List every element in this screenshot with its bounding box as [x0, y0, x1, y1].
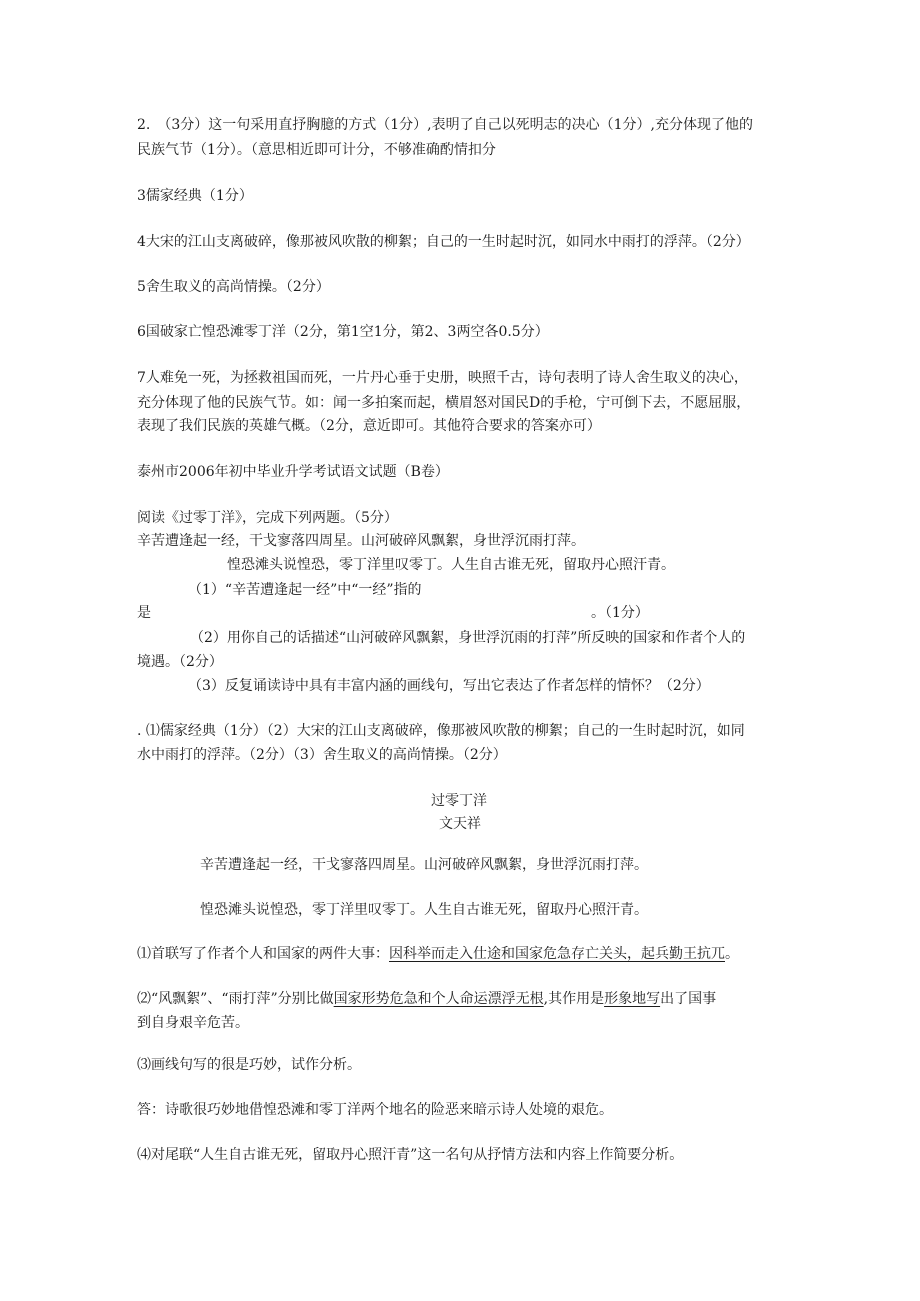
reading-question-1-c: 。（1分）: [591, 605, 649, 621]
answer-2-line-1: 2. （3分）这一句采用直抒胸臆的方式（1分）,表明了自己以死明志的决心（1分）,充分体现了他的: [137, 117, 753, 133]
analysis-1-prefix: ⑴首联写了作者个人和国家的两件大事：: [137, 946, 389, 962]
poem-title: 过零丁洋: [431, 793, 487, 809]
analysis-2-part-b: ,其作用是: [543, 991, 605, 1007]
answer-2-line-2: 民族气节（1分）。（意思相近即可计分，不够准确酌情扣分: [137, 142, 496, 158]
analysis-3: ⑶画线句写的很是巧妙，试作分析。: [137, 1057, 361, 1073]
analysis-1-underlined: 因科举而走入仕途和国家危急存亡关头，起兵勤王抗兀: [389, 946, 725, 962]
reading-poem-line-1: 辛苦遭逢起一经，干戈寥落四周星。山河破碎风飘絮，身世浮沉雨打萍。: [137, 533, 585, 549]
exam-title: 泰州市2006年初中毕业升学考试语文试题（B卷）: [137, 464, 449, 480]
answer-6: 6国破家亡惶恐滩零丁洋（2分，第1空1分，第2、3两空各0.5分）: [137, 324, 549, 340]
reading-poem-line-2: 惶恐滩头说惶恐，零丁洋里叹零丁。人生自古谁无死，留取丹心照汗青。: [227, 557, 675, 573]
analysis-2-underlined-1: 国家形势危急和个人命运漂浮无根: [333, 991, 544, 1007]
reading-answer-line-2: 水中雨打的浮萍。（2分）（3）舍生取义的高尚情操。（2分）: [137, 747, 507, 763]
reading-question-2-b: 境遇。（2分）: [137, 654, 223, 670]
analysis-2-underlined-2: 形象地写: [604, 991, 661, 1007]
answer-7-line-3: 表现了我们民族的英雄气概。（2分，意近即可。其他符合要求的答案亦可）: [137, 418, 601, 434]
answer-3: 3儒家经典（1分）: [137, 188, 253, 204]
reading-question-1-a: （1）“辛苦遭逢起一经”中“一经”指的: [188, 582, 422, 598]
poem-author: 文天祥: [439, 816, 481, 832]
analysis-3-answer: 答：诗歌很巧妙地借惶恐滩和零丁洋两个地名的险恶来暗示诗人处境的艰危。: [137, 1102, 613, 1118]
analysis-2-part-a: ⑵“风飘絮”、“雨打萍”分别比做: [137, 991, 334, 1007]
answer-7-line-1: 7人难免一死，为拯救祖国而死，一片丹心垂于史册，映照千古，诗句表明了诗人舍生取义的决心，: [137, 370, 748, 386]
reading-question-3: （3）反复诵读诗中具有丰富内涵的画线句，写出它表达了作者怎样的情怀？（2分）: [188, 678, 710, 694]
reading-question-1-b: 是: [137, 605, 151, 621]
poem-line-1: 辛苦遭逢起一经，干戈寥落四周星。山河破碎风飘絮，身世浮沉雨打萍。: [200, 857, 648, 873]
analysis-4: ⑷对尾联“人生自古谁无死，留取丹心照汗青”这一名句从抒情方法和内容上作简要分析。: [137, 1147, 684, 1163]
answer-4: 4大宋的江山支离破碎，像那被风吹散的柳絮；自己的一生时起时沉，如同水中雨打的浮萍。（2分）: [137, 234, 750, 250]
answer-5: 5舍生取义的高尚情操。（2分）: [137, 279, 330, 295]
analysis-2-part-c: 出了国事: [660, 991, 717, 1007]
answer-7-line-2: 充分体现了他的民族气节。如：闻一多拍案而起，横眉怒对国民D的手枪，宁可倒下去，不愿屈服，: [137, 395, 751, 411]
analysis-1-suffix: 。: [725, 946, 739, 962]
analysis-2-line-2: 到自身艰辛危苦。: [137, 1015, 249, 1031]
reading-answer-line-1: . ⑴儒家经典（1分）（2）大宋的江山支离破碎，像那被风吹散的柳絮；自己的一生时起时沉，如同: [137, 723, 745, 739]
analysis-1: [137, 944, 739, 964]
analysis-2-line-1: [137, 989, 716, 1009]
reading-question-2-a: （2）用你自己的话描述“山河破碎风飘絮，身世浮沉雨的打萍”所反映的国家和作者个人的: [190, 630, 746, 646]
poem-line-2: 惶恐滩头说惶恐，零丁洋里叹零丁。人生自古谁无死，留取丹心照汗青。: [200, 902, 648, 918]
reading-intro: 阅读《过零丁洋》，完成下列两题。（5分）: [137, 510, 398, 526]
